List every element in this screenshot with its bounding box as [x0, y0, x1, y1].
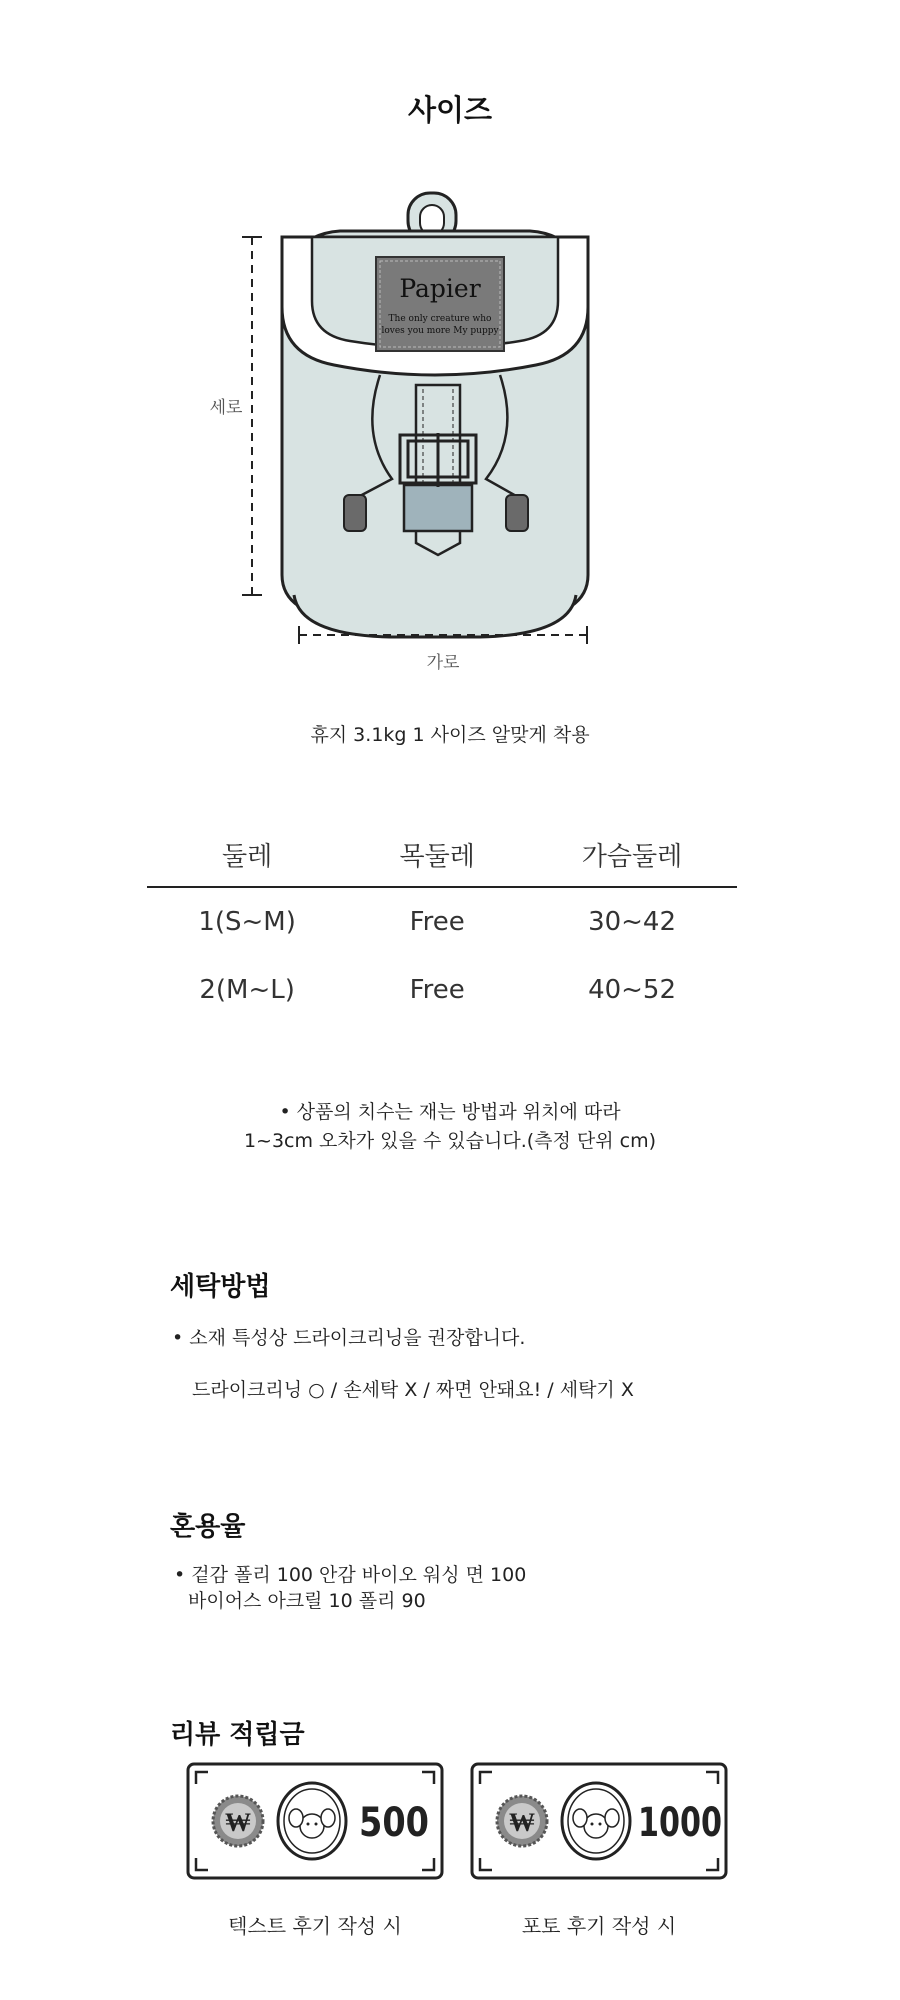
coupon-photo-review: [470, 1762, 728, 1880]
header-girth: 둘레: [147, 822, 347, 887]
chest-cell: 40~52: [588, 975, 677, 1005]
table-row: [147, 887, 737, 956]
size-cell: 1(S~M): [198, 907, 296, 937]
fit-note: 휴지 3.1kg 1 사이즈 알맞게 착용: [310, 724, 590, 746]
coupon-caption-text-review: 텍스트 후기 작성 시: [228, 1914, 402, 1938]
size-section-title: 사이즈: [407, 93, 493, 127]
coin-icon: [497, 1796, 547, 1846]
toggle-right: [506, 495, 528, 531]
height-label: 세로: [209, 398, 243, 418]
brand-tagline-1: The only creature who: [388, 314, 492, 324]
coupon-text-review: [186, 1762, 444, 1880]
brand-name: Papier: [399, 274, 481, 303]
chest-cell: 30~42: [588, 907, 677, 937]
size-cell: 2(M~L): [199, 975, 295, 1005]
currency-symbol: ₩: [509, 1808, 535, 1838]
size-table-header: [147, 822, 737, 887]
measurement-note-line2: 1~3cm 오차가 있을 수 있습니다.(측정 단위 cm): [243, 1130, 657, 1152]
width-dimension: [295, 625, 595, 685]
washing-title: 세탁방법: [170, 1272, 271, 1302]
brand-label: [376, 257, 504, 351]
coupon-amount: 1000: [638, 1800, 722, 1846]
washing-line1: • 소재 특성상 드라이크리닝을 권장합니다.: [172, 1327, 526, 1349]
backpack-size-diagram: [190, 195, 610, 655]
coin-icon: [213, 1796, 263, 1846]
neck-cell: Free: [409, 907, 465, 937]
width-label: 가로: [426, 653, 460, 673]
header-chest: 가슴둘레: [527, 822, 737, 887]
washing-line2: 드라이크리닝 ○ / 손세탁 X / 짜면 안돼요! / 세탁기 X: [192, 1379, 634, 1401]
measurement-note: [0, 1098, 900, 1156]
material-title: 혼용율: [170, 1512, 246, 1542]
header-neck: 목둘레: [347, 822, 527, 887]
size-table: [147, 822, 737, 1024]
currency-symbol: ₩: [225, 1808, 251, 1838]
coupon-amount: 500: [359, 1800, 429, 1846]
toggle-left: [344, 495, 366, 531]
neck-cell: Free: [409, 975, 465, 1005]
material-line1: • 겉감 폴리 100 안감 바이오 워싱 면 100: [174, 1564, 527, 1586]
material-line2: 바이어스 아크릴 10 폴리 90: [188, 1590, 426, 1612]
measurement-note-line1: • 상품의 치수는 재는 방법과 위치에 따라: [279, 1101, 621, 1123]
coupon-caption-photo-review: 포토 후기 작성 시: [521, 1914, 677, 1938]
puppy-icon: [562, 1783, 630, 1859]
review-title: 리뷰 적립금: [170, 1720, 305, 1750]
puppy-icon: [278, 1783, 346, 1859]
buckle-keeper: [404, 485, 472, 531]
brand-tagline-2: loves you more My puppy: [381, 326, 499, 336]
table-row: [147, 956, 737, 1024]
